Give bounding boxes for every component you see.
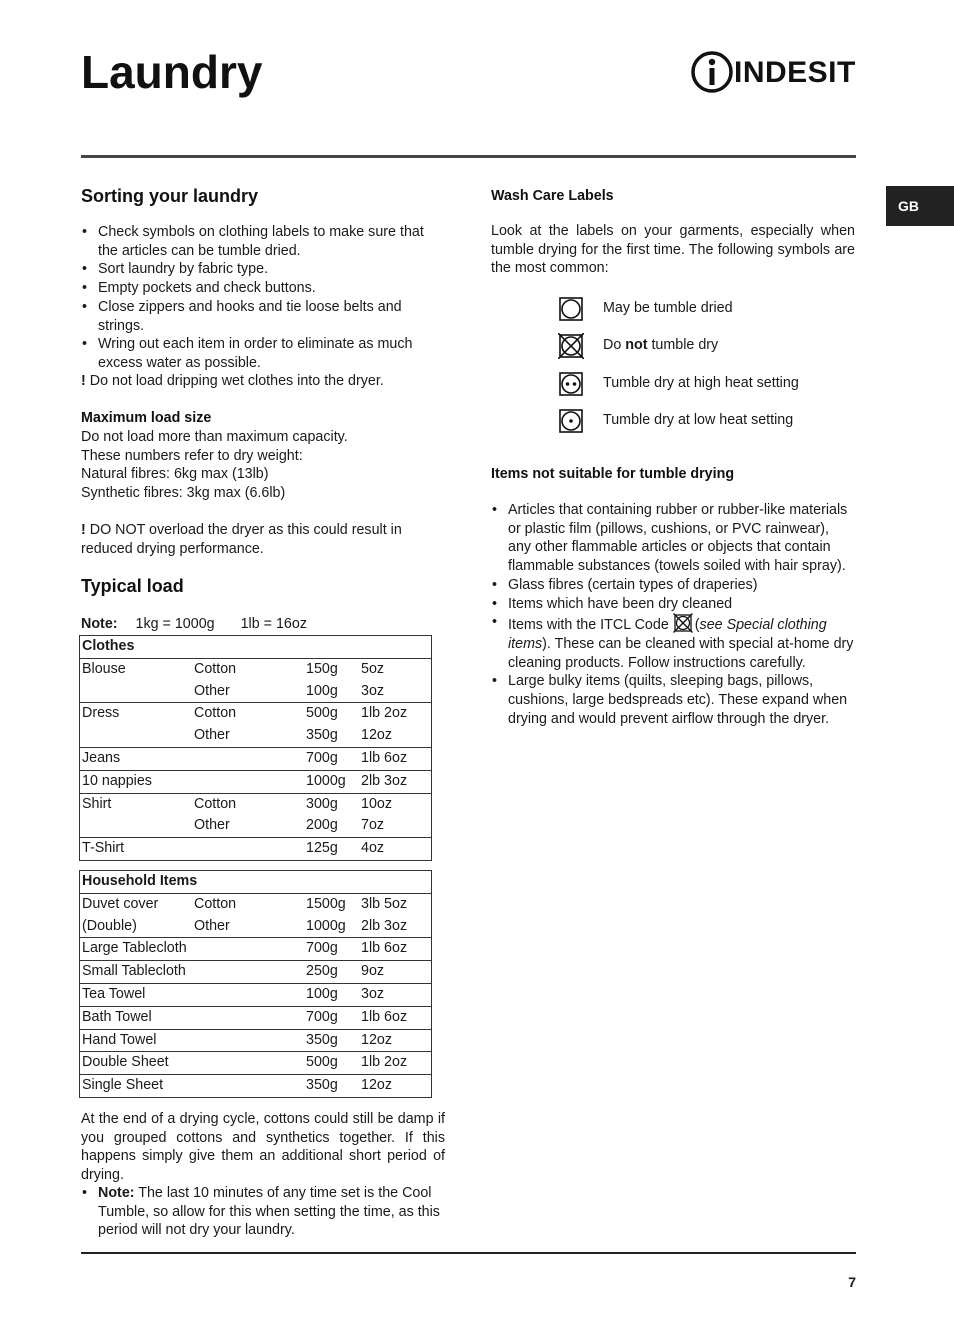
table-row bbox=[80, 681, 432, 703]
table-row bbox=[80, 1006, 432, 1029]
item-cell: Duvet cover bbox=[82, 895, 159, 912]
typical-load-heading: Typical load bbox=[81, 576, 184, 596]
table-row bbox=[80, 1052, 432, 1075]
fabric-cell bbox=[192, 838, 304, 861]
pounds-cell: 5oz bbox=[361, 660, 385, 677]
brand-name: INDESIT bbox=[734, 56, 856, 89]
max-load-line: Synthetic fibres: 3kg max (6.6lb) bbox=[81, 485, 286, 502]
item-cell: Jeans bbox=[80, 747, 193, 770]
tumble-dry-high-heat-icon bbox=[558, 371, 584, 397]
tumble-dry-icon bbox=[558, 296, 584, 322]
grams-cell: 300g bbox=[306, 795, 338, 812]
fabric-cell: Other bbox=[192, 916, 304, 938]
item-cell: Single Sheet bbox=[82, 1077, 164, 1094]
note-label: Note: bbox=[81, 616, 118, 632]
indesit-logo-icon bbox=[690, 48, 734, 96]
itcl-open: ( bbox=[694, 617, 700, 634]
do-not-tumble-dry-icon bbox=[673, 613, 693, 633]
list-item: • Check symbols on clothing labels to make sure that the articles can be tumble dried. bbox=[81, 223, 445, 260]
warning-text: DO NOT overload the dryer as this could result in reduced drying performance. bbox=[81, 522, 402, 557]
item-cell: Large Tablecloth bbox=[80, 938, 193, 961]
table-title: Household Items bbox=[80, 871, 432, 894]
pounds-cell: 2lb 3oz bbox=[359, 916, 432, 938]
sorting-list bbox=[81, 223, 445, 373]
table-row bbox=[80, 1075, 432, 1098]
end-note-list bbox=[81, 1184, 445, 1240]
max-load-line: Do not load more than maximum capacity. bbox=[81, 429, 348, 445]
item-cell: 10 nappies bbox=[80, 770, 193, 793]
table-row bbox=[80, 938, 432, 961]
label-pre: Do bbox=[603, 337, 626, 353]
grams-cell: 1500g bbox=[306, 895, 346, 912]
list-item: • Glass fibres (certain types of draperies) bbox=[491, 576, 855, 595]
pounds-cell: 2lb 3oz bbox=[359, 770, 432, 793]
table-row bbox=[80, 983, 432, 1006]
header-divider bbox=[81, 155, 856, 158]
grams-cell: 500g bbox=[304, 1052, 359, 1075]
grams-cell: 350g bbox=[306, 1077, 338, 1094]
item-cell: Hand Towel bbox=[80, 1029, 193, 1052]
max-load-text bbox=[81, 428, 445, 503]
grams-cell: 1000g bbox=[304, 916, 359, 938]
grams-cell: 150g bbox=[306, 660, 338, 677]
item-cell: Dress bbox=[82, 705, 120, 722]
list-item: • Articles that containing rubber or rubber-like materials or plastic film (pillows, cushions, or PVC rainwear), any other flammable articles or objects that contain flammable substances (towels soiled with hair spray). bbox=[491, 501, 855, 576]
item-cell: Blouse bbox=[82, 660, 126, 677]
wash-care-heading: Wash Care Labels bbox=[491, 188, 614, 204]
clothes-table bbox=[79, 635, 432, 861]
fabric-cell bbox=[192, 1029, 304, 1052]
grams-cell: 1000g bbox=[304, 770, 359, 793]
max-load-line: These numbers refer to dry weight: bbox=[81, 447, 303, 464]
grams-cell: 350g bbox=[304, 1029, 359, 1052]
tumble-dry-low-heat-icon bbox=[558, 408, 584, 434]
note-lb: 1lb = 16oz bbox=[240, 616, 307, 632]
table-row bbox=[80, 770, 432, 793]
pounds-cell: 12oz bbox=[359, 1029, 432, 1052]
warning-mark: ! bbox=[81, 522, 86, 538]
wash-care-intro: Look at the labels on your garments, especially when tumble drying for the first time. The following symbols are the most common: bbox=[491, 223, 855, 277]
note-label: Note: bbox=[98, 1185, 135, 1201]
pounds-cell: 10oz bbox=[361, 795, 393, 812]
table-row bbox=[80, 703, 432, 725]
footer-divider bbox=[81, 1252, 856, 1254]
itcl-reference: see Special clothing items bbox=[508, 617, 827, 652]
symbol-label: Tumble dry at high heat setting bbox=[603, 375, 799, 391]
item-cell bbox=[80, 725, 193, 747]
indesit-logo bbox=[690, 48, 860, 96]
not-suitable-heading: Items not suitable for tumble drying bbox=[491, 466, 735, 482]
page-title: Laundry bbox=[81, 46, 263, 98]
pounds-cell: 1lb 2oz bbox=[361, 705, 408, 722]
sorting-warning bbox=[81, 372, 445, 391]
pounds-cell: 1lb 6oz bbox=[359, 1006, 432, 1029]
list-item: • Close zippers and hooks and tie loose belts and strings. bbox=[81, 298, 445, 335]
pounds-cell: 7oz bbox=[359, 815, 432, 837]
table-row bbox=[80, 815, 432, 837]
table-row bbox=[80, 1029, 432, 1052]
table-row bbox=[80, 916, 432, 938]
table-row bbox=[80, 893, 432, 915]
fabric-cell bbox=[192, 983, 304, 1006]
max-load-heading: Maximum load size bbox=[81, 410, 212, 426]
grams-cell: 700g bbox=[304, 1006, 359, 1029]
symbol-label: Tumble dry at low heat setting bbox=[603, 412, 794, 428]
warning-text: Do not load dripping wet clothes into the dryer. bbox=[89, 373, 384, 389]
item-cell: (Double) bbox=[80, 916, 193, 938]
list-item: • Wring out each item in order to eliminate as much excess water as possible. bbox=[81, 335, 445, 372]
symbol-label bbox=[603, 336, 718, 355]
fabric-cell bbox=[192, 747, 304, 770]
item-cell bbox=[80, 681, 193, 703]
table-row bbox=[80, 838, 432, 861]
household-table bbox=[79, 870, 432, 1098]
table-row bbox=[80, 725, 432, 747]
do-not-tumble-dry-icon bbox=[558, 333, 584, 359]
fabric-cell: Cotton bbox=[194, 795, 237, 812]
list-item: • Empty pockets and check buttons. bbox=[81, 279, 445, 298]
item-cell: Shirt bbox=[82, 795, 112, 812]
pounds-cell: 1lb 2oz bbox=[359, 1052, 432, 1075]
table-row bbox=[80, 747, 432, 770]
fabric-cell: Other bbox=[192, 725, 304, 747]
sorting-heading: Sorting your laundry bbox=[81, 186, 259, 206]
itcl-post: ). These can be cleaned with special at-home dry cleaning products. Follow instructions carefully. bbox=[508, 635, 854, 671]
symbol-label: May be tumble dried bbox=[603, 300, 733, 316]
grams-cell: 100g bbox=[304, 983, 359, 1006]
language-tab: GB bbox=[886, 186, 954, 226]
grams-cell: 250g bbox=[304, 961, 359, 984]
grams-cell: 100g bbox=[304, 681, 359, 703]
pounds-cell: 3oz bbox=[359, 983, 432, 1006]
fabric-cell: Cotton bbox=[194, 660, 237, 677]
grams-cell: 125g bbox=[306, 840, 338, 857]
note-kg: 1kg = 1000g bbox=[135, 616, 215, 632]
fabric-cell: Other bbox=[192, 815, 304, 837]
pounds-cell: 12oz bbox=[361, 1077, 393, 1094]
pounds-cell: 9oz bbox=[359, 961, 432, 984]
pounds-cell: 4oz bbox=[361, 840, 385, 857]
fabric-cell: Other bbox=[192, 681, 304, 703]
fabric-cell: Cotton bbox=[194, 895, 237, 912]
list-item: • Large bulky items (quilts, sleeping bags, pillows, cushions, large bedspreads etc). These expand when drying and would prevent airflow through the dryer. bbox=[491, 672, 855, 728]
pounds-cell: 3lb 5oz bbox=[361, 895, 408, 912]
fabric-cell: Cotton bbox=[194, 705, 237, 722]
overload-warning bbox=[81, 521, 426, 558]
pounds-cell: 1lb 6oz bbox=[359, 938, 432, 961]
end-paragraph: At the end of a drying cycle, cottons could still be damp if you grouped cottons and synthetics together. If this happens simply give them an additional short period of drying. bbox=[81, 1111, 445, 1184]
fabric-cell bbox=[192, 1052, 304, 1075]
table-row bbox=[80, 793, 432, 815]
table-row bbox=[80, 658, 432, 680]
fabric-cell bbox=[192, 1006, 304, 1029]
grams-cell: 500g bbox=[306, 705, 338, 722]
table-row bbox=[80, 961, 432, 984]
not-suitable-list bbox=[491, 501, 855, 728]
pounds-cell: 12oz bbox=[359, 725, 432, 747]
item-cell: Tea Towel bbox=[80, 983, 193, 1006]
note-text: The last 10 minutes of any time set is the Cool Tumble, so allow for this when setting the time, as this period will not dry your laundry. bbox=[98, 1185, 440, 1239]
page-number: 7 bbox=[848, 1274, 856, 1290]
list-item: • Items which have been dry cleaned bbox=[491, 595, 855, 614]
list-item bbox=[81, 1184, 445, 1240]
max-load-line: Natural fibres: 6kg max (13lb) bbox=[81, 466, 269, 483]
item-cell: T-Shirt bbox=[82, 840, 125, 857]
conversion-note bbox=[81, 615, 445, 634]
pounds-cell: 1lb 6oz bbox=[359, 747, 432, 770]
grams-cell: 350g bbox=[304, 725, 359, 747]
label-post: tumble dry bbox=[647, 337, 719, 353]
table-title: Clothes bbox=[80, 636, 432, 659]
list-item bbox=[491, 613, 855, 672]
sorting-section bbox=[81, 185, 445, 207]
item-cell: Small Tablecloth bbox=[80, 961, 193, 984]
warning-mark: ! bbox=[81, 373, 86, 389]
grams-cell: 200g bbox=[304, 815, 359, 837]
fabric-cell bbox=[192, 770, 304, 793]
fabric-cell bbox=[192, 1075, 304, 1098]
label-bold: not bbox=[625, 337, 648, 353]
grams-cell: 700g bbox=[304, 747, 359, 770]
item-cell bbox=[80, 815, 193, 837]
fabric-cell bbox=[192, 961, 304, 984]
fabric-cell bbox=[192, 938, 304, 961]
item-cell: Double Sheet bbox=[80, 1052, 193, 1075]
itcl-text: Items with the ITCL Code bbox=[508, 617, 669, 634]
list-item: • Sort laundry by fabric type. bbox=[81, 260, 445, 279]
grams-cell: 700g bbox=[304, 938, 359, 961]
pounds-cell: 3oz bbox=[359, 681, 432, 703]
item-cell: Bath Towel bbox=[80, 1006, 193, 1029]
